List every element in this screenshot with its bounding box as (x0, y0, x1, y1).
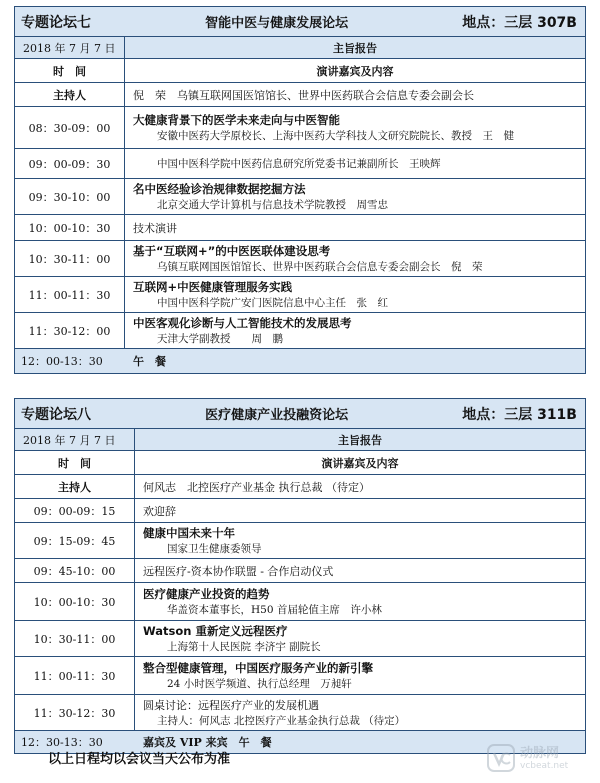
date-row (15, 429, 585, 451)
host-name: 何风志 北控医疗产业基金 执行总裁 （待定） (143, 480, 370, 494)
host-label: 主持人 (15, 83, 125, 106)
watermark (486, 740, 594, 776)
session-time: 09：00-09：15 (15, 499, 135, 522)
session-row (15, 215, 585, 241)
session-speaker: 安徽中医药大学原校长、上海中医药大学科技人文研究院院长、教授 王 健 (157, 130, 514, 142)
session-speaker: 北京交通大学计算机与信息技术学院教授 周雪忠 (157, 199, 388, 211)
date-row (15, 37, 585, 59)
session-row (15, 657, 585, 695)
session-title: 名中医经验诊治规律数据挖掘方法 (133, 182, 306, 196)
col-content: 演讲嘉宾及内容 (316, 64, 394, 78)
watermark-url: vcbeat.net (520, 760, 569, 771)
session-title: 远程医疗-资本协作联盟 - 合作启动仪式 (143, 564, 334, 578)
lunch-time: 12：30-13：30 (21, 736, 103, 749)
session-row (15, 523, 585, 559)
session-row (15, 583, 585, 621)
session-title: 健康中国未来十年 (143, 526, 235, 540)
column-header-row (15, 451, 585, 475)
host-name: 倪 荣 乌镇互联网国医馆馆长、世界中医药联合会信息专委会副会长 (133, 88, 474, 102)
forum-tag: 专题论坛八 (21, 406, 91, 423)
session-row (15, 695, 585, 731)
session-speaker: 上海第十人民医院 李济宇 副院长 (167, 641, 321, 653)
keynote-label: 主旨报告 (338, 433, 382, 447)
session-speaker: 中国中医科学院中医药信息研究所党委书记兼副所长 王映辉 (157, 158, 441, 170)
session-speaker: 乌镇互联网国医馆馆长、世界中医药联合会信息专委会副会长 倪 荣 (157, 261, 483, 273)
session-speaker: 华盖资本董事长，H50 首届轮值主席 许小林 (167, 604, 382, 616)
session-time: 11：00-11：30 (15, 277, 125, 312)
date: 2018 年 7 月 7 日 (15, 37, 125, 58)
session-row (15, 499, 585, 523)
lunch-label: 嘉宾及 VIP 来宾 午 餐 (143, 736, 272, 749)
date: 2018 年 7 月 7 日 (15, 429, 135, 450)
forum-location: 地点：三层 311B (462, 406, 577, 423)
session-title: 欢迎辞 (143, 504, 176, 518)
session-time: 09：15-09：45 (15, 523, 135, 558)
col-time: 时 间 (15, 59, 125, 82)
forum-title: 智能中医与健康发展论坛 (205, 16, 349, 31)
session-row (15, 107, 585, 149)
session-time: 09：30-10：00 (15, 179, 125, 214)
host-label: 主持人 (15, 475, 135, 498)
session-row (15, 179, 585, 215)
session-time: 10：30-11：00 (15, 621, 135, 656)
forum-title: 医疗健康产业投融资论坛 (205, 408, 349, 423)
session-title: 技术演讲 (133, 221, 177, 235)
lunch-row (15, 349, 585, 373)
session-speaker: 天津大学副教授 周 鹏 (157, 333, 283, 345)
session-title: 大健康背景下的医学未来走向与中医智能 (133, 113, 340, 127)
session-time: 11：00-11：30 (15, 657, 135, 694)
column-header-row (15, 59, 585, 83)
lunch-time: 12：00-13：30 (21, 355, 103, 368)
session-time: 11：30-12：30 (15, 695, 135, 730)
session-row (15, 241, 585, 277)
col-content: 演讲嘉宾及内容 (321, 456, 399, 470)
host-row (15, 83, 585, 107)
footer-note: 以上日程均以会议当天公布为准 (48, 752, 231, 767)
lunch-label: 午 餐 (133, 355, 166, 368)
session-speaker: 中国中医科学院广安门医院信息中心主任 张 红 (157, 297, 388, 309)
session-time: 10：30-11：00 (15, 241, 125, 276)
session-row (15, 277, 585, 313)
session-title: 中医客观化诊断与人工智能技术的发展思考 (133, 316, 352, 330)
session-row (15, 559, 585, 583)
session-time: 08：30-09：00 (15, 107, 125, 148)
host-row (15, 475, 585, 499)
forum-header (15, 7, 585, 37)
session-speaker: 主持人：何风志 北控医疗产业基金执行总裁 （待定） (157, 715, 406, 727)
keynote-label: 主旨报告 (333, 41, 377, 55)
col-time: 时 间 (15, 451, 135, 474)
session-title: 医疗健康产业投资的趋势 (143, 587, 270, 601)
vcbeat-logo-icon (486, 743, 516, 773)
session-speaker: 国家卫生健康委领导 (167, 543, 262, 555)
forum-header (15, 399, 585, 429)
session-speaker: 24 小时医学频道、执行总经理 万昶轩 (167, 678, 352, 690)
session-title: 基于“互联网+”的中医医联体建设思考 (133, 244, 331, 258)
session-time: 09：00-09：30 (15, 149, 125, 178)
session-title: 互联网+中医健康管理服务实践 (133, 280, 293, 294)
session-time: 10：00-10：30 (15, 215, 125, 240)
session-title: 整合型健康管理，中国医疗服务产业的新引擎 (143, 661, 373, 675)
session-time: 10：00-10：30 (15, 583, 135, 620)
session-row (15, 621, 585, 657)
session-time: 09：45-10：00 (15, 559, 135, 582)
session-title: Watson 重新定义远程医疗 (143, 624, 288, 638)
forum-location: 地点：三层 307B (462, 14, 577, 31)
session-title: 圆桌讨论：远程医疗产业的发展机遇 (143, 699, 319, 712)
forum-8 (14, 398, 586, 754)
forum-7 (14, 6, 586, 374)
watermark-brand: 动脉网 (520, 745, 560, 761)
session-row (15, 149, 585, 179)
session-time: 11：30-12：00 (15, 313, 125, 348)
session-row (15, 313, 585, 349)
forum-tag: 专题论坛七 (21, 14, 91, 31)
